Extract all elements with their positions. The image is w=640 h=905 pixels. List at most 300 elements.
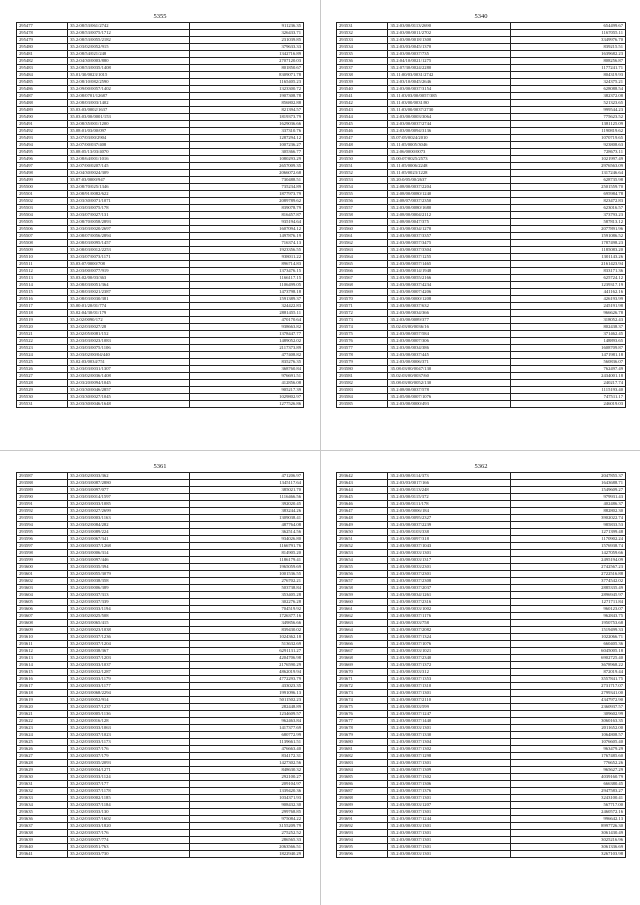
table-row [337, 107, 626, 114]
coordinate-cell: 35.2:02/03/0033/1085 [68, 501, 190, 508]
value-cell: 2176590.29 [190, 662, 304, 669]
coordinate-cell: 35.00:07/0025/2573 [388, 156, 511, 163]
value-cell: 1519499.33 [511, 627, 626, 634]
table-row [17, 44, 304, 51]
table-row [17, 746, 304, 753]
value-cell: 503738.84 [190, 585, 304, 592]
row-id-cell: 293543 [337, 107, 388, 114]
table-row [337, 669, 626, 676]
row-id-cell: 293620 [17, 704, 68, 711]
table-row [337, 394, 626, 401]
value-cell: 412856.08 [190, 380, 304, 387]
value-cell: 1549609.27 [511, 487, 626, 494]
row-id-cell: 295489 [17, 107, 68, 114]
value-cell: 383244.26 [190, 508, 304, 515]
data-table [16, 472, 304, 858]
table-row [17, 725, 304, 732]
table-row [337, 536, 626, 543]
table-row [337, 851, 626, 858]
coordinate-cell: 35.2:03/02/00/04/440 [68, 352, 190, 359]
value-cell: 872019.44 [511, 669, 626, 676]
coordinate-cell: 35.08:03/00/0052/130 [388, 380, 511, 387]
value-cell: 245191.98 [511, 303, 626, 310]
row-id-cell: 293695 [337, 844, 388, 851]
table-row [337, 760, 626, 767]
coordinate-cell: 35.2:03/00/0113/248 [388, 487, 511, 494]
row-id-cell: 295520 [17, 324, 68, 331]
value-cell: 3267103.98 [511, 851, 626, 858]
page-divider-vertical [320, 0, 321, 905]
row-id-cell: 293664 [337, 627, 388, 634]
value-cell: 3678968.22 [511, 662, 626, 669]
value-cell: 305366.77 [190, 149, 304, 156]
value-cell: 1116466.56 [190, 494, 304, 501]
table-row [337, 585, 626, 592]
table-row [17, 802, 304, 809]
coordinate-cell: 35.2:02/03/0037/1184 [68, 802, 190, 809]
coordinate-cell: 35.2:03/00/0037/1306 [388, 781, 511, 788]
value-cell: 1022066.71 [511, 634, 626, 641]
table-row [337, 191, 626, 198]
value-cell: 1070719.65 [511, 135, 626, 142]
table-row [337, 557, 626, 564]
row-id-cell: 293563 [337, 247, 388, 254]
coordinate-cell: 35.11:00/03/0031/2742 [388, 72, 511, 79]
coordinate-cell: 35.2:02/03/0038/367 [68, 648, 190, 655]
table-row [337, 401, 626, 408]
row-id-cell: 293679 [337, 732, 388, 739]
row-id-cell: 293600 [17, 564, 68, 571]
table-row [17, 795, 304, 802]
value-cell: 1166791.76 [190, 543, 304, 550]
table-row [17, 585, 304, 592]
table-row [17, 613, 304, 620]
coordinate-cell: 35.2:02/03/0033/130 [68, 809, 190, 816]
table-row [337, 816, 626, 823]
table-row [337, 142, 626, 149]
value-cell: 299768.85 [190, 809, 304, 816]
coordinate-cell: 35.2:03/03/0087/2880 [68, 480, 190, 487]
coordinate-cell: 35.2:03/00/0033/1301 [388, 851, 511, 858]
row-id-cell: 293608 [17, 620, 68, 627]
table-row [17, 648, 304, 655]
row-id-cell: 293534 [337, 44, 388, 51]
table-row [337, 331, 626, 338]
coordinate-cell: 35.2:02/03/0035/2093 [68, 760, 190, 767]
coordinate-cell: 35.20:0/05/00/2637 [388, 177, 511, 184]
coordinate-cell: 35.2:03/00/0037/2239 [388, 522, 511, 529]
row-id-cell: 293580 [337, 366, 388, 373]
row-id-cell: 293689 [337, 802, 388, 809]
row-id-cell: 293669 [337, 662, 388, 669]
row-id-cell: 293668 [337, 655, 388, 662]
coordinate-cell: 35.2:02/03/0089/224 [68, 529, 190, 536]
row-id-cell: 293647 [337, 508, 388, 515]
coordinate-cell: 35.2:03/00/0034/366 [388, 310, 511, 317]
row-id-cell: 293585 [337, 401, 388, 408]
coordinate-cell: 35.2:03/00/0037/1076 [388, 641, 511, 648]
table-row [17, 823, 304, 830]
table-row [337, 578, 626, 585]
value-cell: 905217.39 [190, 387, 304, 394]
table-row [337, 275, 626, 282]
value-cell: 1167055.11 [511, 30, 626, 37]
coordinate-cell: 35.2:03/00/0034/1261 [388, 592, 511, 599]
value-cell: 368760.84 [190, 366, 304, 373]
row-id-cell: 293548 [337, 142, 388, 149]
row-id-cell: 295498 [17, 170, 68, 177]
value-cell: 275252.52 [190, 830, 304, 837]
value-cell: 373793.23 [511, 212, 626, 219]
value-cell: 716374.13 [190, 240, 304, 247]
row-id-cell: 293605 [17, 599, 68, 606]
coordinate-cell: 35.2:08/70/0058/2893 [68, 219, 190, 226]
table-row [17, 557, 304, 564]
table-row [17, 184, 304, 191]
value-cell: 487764.08 [190, 522, 304, 529]
table-row [17, 51, 304, 58]
table-row [337, 725, 626, 732]
table-row [337, 373, 626, 380]
coordinate-cell: 35.2:03/00/0006/371 [388, 359, 511, 366]
value-cell: 938663.82 [190, 324, 304, 331]
row-id-cell: 293546 [337, 128, 388, 135]
value-cell: 1239317.19 [511, 282, 626, 289]
coordinate-cell: 35.2:02/03/0033/1177 [68, 683, 190, 690]
table-row [337, 205, 626, 212]
value-cell: 965627.29 [511, 767, 626, 774]
value-cell: 2434001.18 [511, 373, 626, 380]
value-cell: 985833.53 [511, 522, 626, 529]
coordinate-cell: 35.2:02/0090/172 [68, 317, 190, 324]
value-cell: 2896945.97 [511, 592, 626, 599]
coordinate-cell: 35.2:06/0000/0073 [388, 149, 511, 156]
coordinate-cell: 35.2:03/00/0057/1465 [388, 261, 511, 268]
coordinate-cell: 35.2:03/00/0037/1247 [388, 711, 511, 718]
table-row [337, 564, 626, 571]
table-row [337, 613, 626, 620]
value-cell: 934026.80 [190, 536, 304, 543]
table-row [17, 739, 304, 746]
table-row [17, 620, 304, 627]
row-id-cell: 293592 [17, 508, 68, 515]
table-row [337, 156, 626, 163]
row-id-cell: 293651 [337, 536, 388, 543]
row-id-cell: 295519 [17, 317, 68, 324]
coordinate-cell: 35.2:03/02/0025/508 [68, 613, 190, 620]
coordinate-cell: 35.11:03/00/0031/80 [388, 100, 511, 107]
row-id-cell: 293645 [337, 494, 388, 501]
value-cell: 1471981.18 [511, 352, 626, 359]
table-row [337, 606, 626, 613]
value-cell: 349856.66 [190, 620, 304, 627]
value-cell: 4204706.98 [190, 655, 304, 662]
coordinate-cell: 35.2:03/03/0075/178 [68, 205, 190, 212]
coordinate-cell: 35.2:02/03/0016/128 [68, 718, 190, 725]
table-row [17, 662, 304, 669]
row-id-cell: 295509 [17, 247, 68, 254]
row-id-cell: 293671 [337, 676, 388, 683]
value-cell: 1234609.57 [190, 711, 304, 718]
row-id-cell: 293658 [337, 585, 388, 592]
coordinate-cell: 35.2:03/00/0033/1002 [388, 606, 511, 613]
table-row [17, 711, 304, 718]
coordinate-cell: 35.2:02/03/0006/389 [68, 585, 190, 592]
table-row [337, 268, 626, 275]
value-cell: 1378447.77 [190, 331, 304, 338]
value-cell: 4862019.94 [190, 669, 304, 676]
row-id-cell: 293566 [337, 268, 388, 275]
table-row [17, 135, 304, 142]
table-row [17, 289, 304, 296]
table-row [337, 690, 626, 697]
value-cell: 1427059.66 [511, 550, 626, 557]
value-cell: 1991096.13 [190, 690, 304, 697]
row-id-cell: 293553 [337, 177, 388, 184]
table-row [337, 774, 626, 781]
value-cell: 960123.07 [511, 606, 626, 613]
value-cell: 728673.11 [511, 149, 626, 156]
coordinate-cell: 35.11:05/0023/1228 [388, 170, 511, 177]
table-row [337, 522, 626, 529]
coordinate-cell: 35.2:03/03/0020/2697 [68, 226, 190, 233]
table-row [337, 599, 626, 606]
value-cell: 666380.45 [511, 781, 626, 788]
row-id-cell: 295517 [17, 303, 68, 310]
table-row [337, 163, 626, 170]
row-id-cell: 295503 [17, 205, 68, 212]
row-id-cell: 295508 [17, 240, 68, 247]
coordinate-cell: 35.11:03/03/00/0057/385 [388, 93, 511, 100]
row-id-cell: 295477 [17, 23, 68, 30]
coordinate-cell: 35.2:03/03/0097/446 [68, 557, 190, 564]
row-id-cell: 293536 [337, 58, 388, 65]
table-row [17, 690, 304, 697]
coordinate-cell: 35.2:03/00/0037/1301 [388, 837, 511, 844]
row-id-cell: 293567 [337, 275, 388, 282]
table-row [337, 830, 626, 837]
coordinate-cell: 35.2:03/03/0006/314 [68, 550, 190, 557]
coordinate-cell: 35.2:03/00/0037/2744 [388, 121, 511, 128]
row-id-cell: 295491 [17, 121, 68, 128]
table-row [17, 536, 304, 543]
table-row [17, 366, 304, 373]
table-row [17, 634, 304, 641]
value-cell: 324422.83 [190, 303, 304, 310]
coordinate-cell: 35.2:03/30/0027/1045 [68, 394, 190, 401]
coordinate-cell: 35.2:08/03/0095/1457 [68, 240, 190, 247]
table-row [337, 550, 626, 557]
value-cell: 882802.30 [511, 508, 626, 515]
coordinate-cell: 35.2:02/03/0067/341 [68, 536, 190, 543]
value-cell: 1166117.15 [190, 275, 304, 282]
table-row [17, 508, 304, 515]
value-cell: 962843.75 [511, 613, 626, 620]
row-id-cell: 295496 [17, 156, 68, 163]
row-id-cell: 293539 [337, 79, 388, 86]
row-id-cell: 295492 [17, 128, 68, 135]
table-row [17, 23, 304, 30]
coordinate-cell: 35.2:03/00/0034/386 [388, 345, 511, 352]
page-number-title: 5340 [474, 13, 488, 20]
row-id-cell: 293577 [337, 345, 388, 352]
table-row [337, 662, 626, 669]
row-id-cell: 293690 [337, 809, 388, 816]
value-cell: 513632.69 [190, 641, 304, 648]
table-row [337, 198, 626, 205]
value-cell: 302276.28 [190, 599, 304, 606]
table-row [17, 669, 304, 676]
value-cell: 2657009.35 [190, 163, 304, 170]
value-cell: 848630.32 [190, 767, 304, 774]
table-row [337, 655, 626, 662]
row-id-cell: 293643 [337, 480, 388, 487]
coordinate-cell: 35.2:03/07/0027/131 [68, 212, 190, 219]
coordinate-cell: 35.2:02/03/0037/1602 [68, 816, 190, 823]
coordinate-cell: 35.2:02/03/0037/313 [68, 592, 190, 599]
coordinate-cell: 35.2:03/00/0111/178 [388, 501, 511, 508]
coordinate-cell: 35.07:03/0000/947 [68, 177, 190, 184]
row-id-cell: 293654 [337, 557, 388, 564]
coordinate-cell: 35.2:03/00/0037/2082 [388, 627, 511, 634]
value-cell: 392020.45 [190, 501, 304, 508]
table-row [337, 128, 626, 135]
value-cell: 1001536.55 [190, 571, 304, 578]
coordinate-cell: 35.2:03/00/0037/1176 [388, 613, 511, 620]
coordinate-cell: 35.2:02/03/0037/1237 [68, 704, 190, 711]
coordinate-cell: 35.2:02/03/0033/1173 [68, 739, 190, 746]
table-row [337, 844, 626, 851]
row-id-cell: 293683 [337, 760, 388, 767]
table-row [17, 30, 304, 37]
coordinate-cell: 35.2:03/00/0037/1301 [388, 844, 511, 851]
table-row [17, 317, 304, 324]
table-row [337, 711, 626, 718]
row-id-cell: 293584 [337, 394, 388, 401]
table-row [337, 226, 626, 233]
value-cell: 382372.08 [511, 93, 626, 100]
row-id-cell: 295510 [17, 254, 68, 261]
value-cell: 1473798.18 [190, 289, 304, 296]
coordinate-cell: 35.2:08/00/0037/578 [388, 387, 511, 394]
row-id-cell: 293650 [337, 529, 388, 536]
coordinate-cell: 35.2:03/00/0089/377 [388, 317, 511, 324]
table-row [17, 72, 304, 79]
row-id-cell: 293572 [337, 310, 388, 317]
table-row [337, 543, 626, 550]
row-id-cell: 293649 [337, 522, 388, 529]
value-cell: 1029802.97 [190, 394, 304, 401]
table-row [17, 494, 304, 501]
table-row [337, 627, 626, 634]
row-id-cell: 293656 [337, 571, 388, 578]
coordinate-cell: 35.2:02/03/0037/176 [68, 746, 190, 753]
coordinate-cell: 35.2:03/00/0033/1301 [388, 725, 511, 732]
coordinate-cell: 35.2:03/00/0037/1301 [388, 795, 511, 802]
coordinate-cell: 35.2:03/00/0037/3304 [388, 247, 511, 254]
table-row [337, 58, 626, 65]
row-id-cell: 295523 [17, 345, 68, 352]
table-row [337, 697, 626, 704]
row-id-cell: 293636 [17, 816, 68, 823]
coordinate-cell: 35.2:03/00/0037/1302 [388, 774, 511, 781]
value-cell: 246019.03 [511, 401, 626, 408]
coordinate-cell: 35.2:08/07/0037/2350 [388, 198, 511, 205]
coordinate-cell: 35.2:02/03/0037/774 [68, 837, 190, 844]
table-row [17, 240, 304, 247]
value-cell: 1277526.86 [190, 401, 304, 408]
coordinate-cell: 35.2:08/0701/12687 [68, 93, 190, 100]
table-row [17, 837, 304, 844]
value-cell: 625724.12 [511, 275, 626, 282]
row-id-cell: 295511 [17, 261, 68, 268]
row-id-cell: 293555 [337, 191, 388, 198]
value-cell: 1629036.66 [190, 121, 304, 128]
table-row [17, 788, 304, 795]
value-cell: 1115193.40 [511, 387, 626, 394]
coordinate-cell: 35.2:03/02/0084/282 [68, 522, 190, 529]
row-id-cell: 295495 [17, 149, 68, 156]
table-row [337, 781, 626, 788]
coordinate-cell: 35.2:03/00/0037/1244 [388, 816, 511, 823]
table-row [17, 830, 304, 837]
table-row [337, 767, 626, 774]
coordinate-cell: 35.2:02/03/0033/1124 [68, 774, 190, 781]
value-cell: 1726377.16 [190, 613, 304, 620]
coordinate-cell: 35.01/30/0023/1015 [68, 72, 190, 79]
coordinate-cell: 35.2:02/03/0037/176 [68, 830, 190, 837]
table-row [17, 93, 304, 100]
value-cell: 804319.93 [511, 72, 626, 79]
value-cell: 1576938.74 [511, 543, 626, 550]
value-cell: 2011652.00 [511, 725, 626, 732]
row-id-cell: 293582 [337, 380, 388, 387]
row-id-cell: 293629 [17, 767, 68, 774]
coordinate-cell: 35.2:04/10/0021/1275 [388, 58, 511, 65]
value-cell: 471206.97 [190, 473, 304, 480]
table-row [17, 704, 304, 711]
table-row [337, 473, 626, 480]
row-id-cell: 293547 [337, 135, 388, 142]
coordinate-cell: 35.2:03/00/0006/184 [388, 508, 511, 515]
value-cell: 704519.92 [190, 606, 304, 613]
row-id-cell: 293680 [337, 739, 388, 746]
value-cell: 747511.17 [511, 394, 626, 401]
value-cell: 402486.37 [511, 501, 626, 508]
coordinate-cell: 35.2:03/00/0037/1301 [388, 809, 511, 816]
row-id-cell: 295526 [17, 366, 68, 373]
row-id-cell: 293681 [337, 746, 388, 753]
row-id-cell: 293571 [337, 303, 388, 310]
table-row [337, 366, 626, 373]
row-id-cell: 295527 [17, 373, 68, 380]
table-row [337, 149, 626, 156]
value-cell: 1427302.56 [190, 760, 304, 767]
coordinate-cell: 35.2:02/03/0032/1287 [68, 669, 190, 676]
table-row [337, 30, 626, 37]
table-row [17, 732, 304, 739]
value-cell: 1822940.29 [190, 851, 304, 858]
coordinate-cell: 35.2:03/00/0037/3357 [388, 233, 511, 240]
row-id-cell: 293674 [337, 697, 388, 704]
page-number-title: 5355 [153, 13, 167, 20]
value-cell: 802438.37 [511, 324, 626, 331]
table-row [17, 543, 304, 550]
row-id-cell: 295490 [17, 114, 68, 121]
table-row [337, 135, 626, 142]
value-cell: 353405.28 [190, 592, 304, 599]
value-cell: 1271711.84 [511, 599, 626, 606]
